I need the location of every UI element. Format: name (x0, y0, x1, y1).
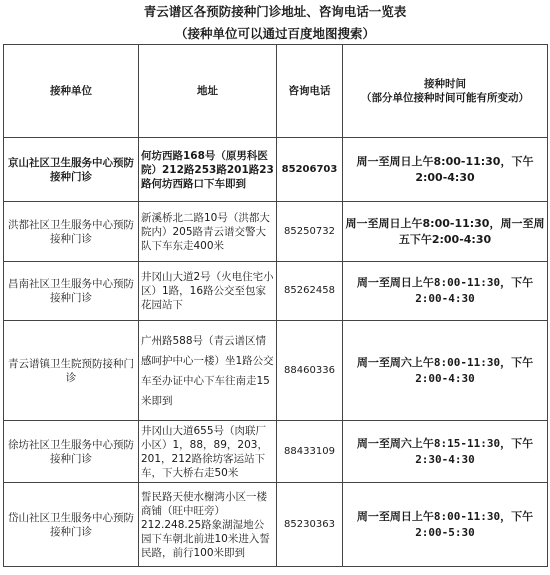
row-unit: 洪都社区卫生服务中心预防接种门诊 (4, 202, 139, 262)
row-phone: 85230363 (277, 483, 343, 567)
row-address: 井冈山大道655号（肉联厂小区）1，88，89，203，201，212路徐坊客运站下车，下大桥右走50米 (139, 421, 277, 483)
row-time: 周一至周日上午8:00-11:30，下午2:00-5:30 (343, 483, 548, 567)
table-header-row (4, 45, 548, 138)
row-unit: 徐坊社区卫生服务中心预防接种门诊 (4, 421, 139, 483)
page-title: 青云谱区各预防接种门诊地址、咨询电话一览表 (143, 4, 407, 19)
table-row (4, 138, 548, 202)
header-unit: 接种单位 (4, 45, 139, 138)
header-time-label: 接种时间 (424, 78, 466, 90)
table-row (4, 483, 548, 567)
row-unit: 昌南社区卫生服务中心预防接种门诊 (4, 262, 139, 321)
table-row (4, 202, 548, 262)
table-row (4, 262, 548, 321)
row-unit: 京山社区卫生服务中心预防接种门诊 (4, 138, 139, 202)
row-unit: 青云谱镇卫生院预防接种门诊 (4, 321, 139, 421)
row-time: 周一至周日上午8:00-11:30，下午2:00-4:30 (343, 262, 548, 321)
row-address: 井冈山大道2号（火电住宅小区）1路，16路公交至包家花园站下 (139, 262, 277, 321)
row-time: 周一至周六上午8:00-11:30，下午2:00-4:30 (343, 321, 548, 421)
row-time: 周一至周日上午8:00-11:30，周一至周五下午2:00-4:30 (343, 202, 548, 262)
row-time: 周一至周日上午8:00-11:30，下午2:00-4:30 (343, 138, 548, 202)
row-address: 誓民路天使水榭湾小区一楼商铺（旺中旺旁）212.248.25路象湖湿地公园下车朝北前进10米进入誓民路，前行100米即到 (139, 483, 277, 567)
row-unit: 岱山社区卫生服务中心预防接种门诊 (4, 483, 139, 567)
table-row (4, 321, 548, 421)
header-time-note: （部分单位接种时间可能有所变动） (361, 92, 529, 104)
header-phone: 咨询电话 (277, 45, 343, 138)
row-address: 何坊西路168号（原男科医院）212路253路201路23路何坊西路口下车即到 (139, 138, 277, 202)
row-phone: 85250732 (277, 202, 343, 262)
header-time (343, 45, 548, 138)
clinic-table (3, 44, 548, 567)
header-address: 地址 (139, 45, 277, 138)
table-row (4, 421, 548, 483)
row-phone: 85262458 (277, 262, 343, 321)
row-time: 周一至周六上午8:15-11:30，下午2:30-4:30 (343, 421, 548, 483)
row-address: 新溪桥北二路10号（洪都大院内）205路青云谱交警大队下车东走400米 (139, 202, 277, 262)
row-phone: 88433109 (277, 421, 343, 483)
page-subtitle: （接种单位可以通过百度地图搜索） (174, 26, 375, 41)
row-phone: 85206703 (277, 138, 343, 202)
row-phone: 88460336 (277, 321, 343, 421)
row-address: 广州路588号（青云谱区情感呵护中心一楼）坐1路公交车至办证中心下车往南走15米即到 (139, 321, 277, 421)
